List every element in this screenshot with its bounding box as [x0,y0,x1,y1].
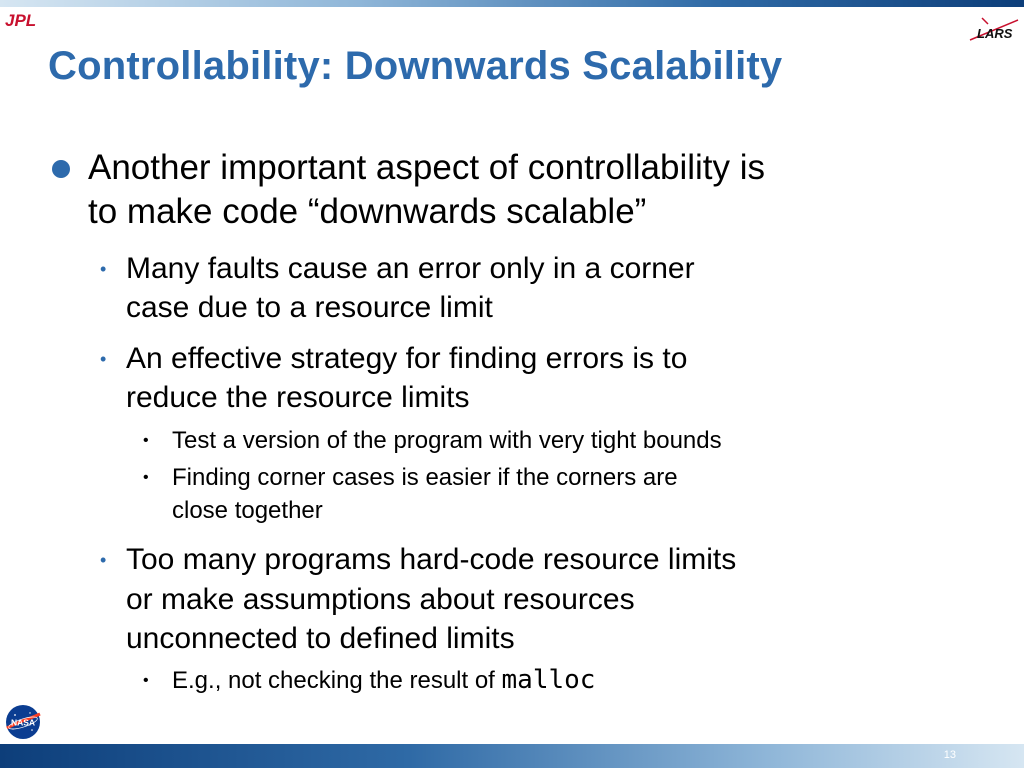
bullet-1-line-1: Another important aspect of controllability is [88,148,765,187]
bullet-1-2-2-line-2: close together [172,497,323,524]
bullet-1-2-1-line-1: Test a version of the program with very tight bounds [172,427,722,454]
bullet-marker-icon: • [100,349,107,369]
page-number: 13 [943,749,956,761]
slide-title: Controllability: Downwards Scalability [48,44,783,88]
bullet-1-line-2: to make code “downwards scalable” [88,192,647,231]
lars-logo-text: LARS [977,26,1013,41]
jpl-logo-text: JPL [5,11,37,30]
nasa-logo [3,702,43,742]
code-malloc: malloc [501,665,596,695]
bullet-dot-icon [52,160,70,178]
bullet-marker-icon: • [100,550,107,570]
bullet-1-1-line-1: Many faults cause an error only in a corner [126,252,695,285]
bullet-marker-icon: • [143,432,149,449]
bullet-1-2-2-line-1: Finding corner cases is easier if the corners are [172,464,678,491]
bullet-1-3-line-1: Too many programs hard-code resource limits [126,543,737,576]
nasa-logo-text: NASA [10,717,36,728]
bullet-1-3-line-2: or make assumptions about resources [126,583,635,616]
bullet-marker-icon: • [143,469,149,486]
bullet-1-2-line-2: reduce the resource limits [126,381,470,414]
bullet-1-1-line-2: case due to a resource limit [126,291,493,324]
bullet-1-3-1-text: E.g., not checking the result of [172,667,502,694]
bullet-1-2-line-1: An effective strategy for finding errors is to [126,342,688,375]
bullet-1-3-line-3: unconnected to defined limits [126,622,515,655]
bullet-1-3-1-line-1 [172,664,595,697]
bullet-marker-icon: • [143,672,149,689]
bottom-gradient-bar [0,744,1024,768]
bullet-marker-icon: • [100,259,107,279]
